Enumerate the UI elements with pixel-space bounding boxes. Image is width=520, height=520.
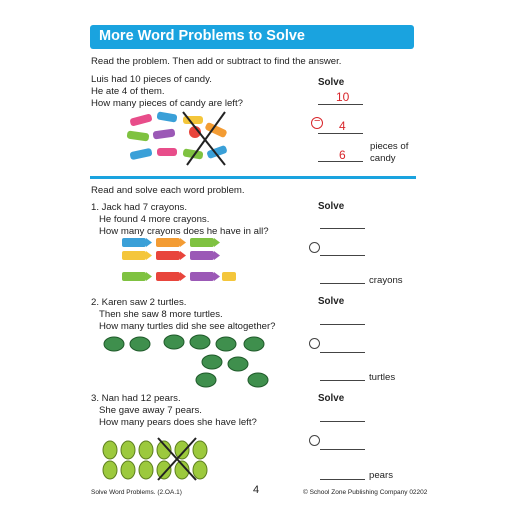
answer-line[interactable]: [320, 380, 365, 381]
crayon-icon: [122, 238, 236, 281]
example-answer: 6: [339, 148, 346, 162]
example-solve-label: Solve: [318, 77, 345, 88]
page-number: 4: [253, 484, 260, 496]
operator-circle: [311, 117, 323, 129]
answer-line[interactable]: [320, 255, 365, 256]
problem-2-line-2: Then she saw 8 more turtles.: [99, 309, 223, 320]
answer-line[interactable]: [320, 283, 365, 284]
footer-standard: Solve Word Problems. (2.OA.1): [91, 489, 182, 496]
example-unit-line-1: pieces of: [370, 141, 409, 152]
problem-2-solve-label: Solve: [318, 296, 345, 307]
operator-circle[interactable]: [309, 338, 320, 349]
answer-line[interactable]: [320, 352, 365, 353]
problem-3-line-3: How many pears does she have left?: [99, 417, 257, 428]
answer-line: [318, 161, 363, 162]
problem-2-unit: turtles: [369, 372, 396, 383]
section2-instructions: Read and solve each word problem.: [91, 185, 245, 196]
problem-1-line-2: He found 4 more crayons.: [99, 214, 210, 225]
example-line-1: Luis had 10 pieces of candy.: [91, 74, 212, 85]
pear-icon: [103, 441, 207, 479]
example-second-number: 4: [339, 119, 346, 133]
answer-line[interactable]: [320, 421, 365, 422]
problem-1-solve-label: Solve: [318, 201, 345, 212]
problem-2: [91, 297, 276, 333]
operator-circle[interactable]: [309, 435, 320, 446]
page-title: More Word Problems to Solve: [99, 28, 305, 44]
example-line-3: How many pieces of candy are left?: [91, 98, 243, 109]
example-unit-line-2: candy: [370, 153, 396, 164]
operator-sign: −: [314, 115, 321, 127]
example-line-2: He ate 4 of them.: [91, 86, 165, 97]
answer-line[interactable]: [320, 324, 365, 325]
section-divider: [90, 176, 416, 179]
answer-line: [318, 133, 363, 134]
problem-3: [91, 393, 257, 429]
problem-3-line-1: 3. Nan had 12 pears.: [91, 393, 181, 404]
example-unit: [370, 141, 408, 165]
pear-illustration: [100, 436, 215, 481]
example-problem: [91, 74, 243, 110]
footer-copyright: © School Zone Publishing Company 02202: [303, 489, 428, 496]
answer-line[interactable]: [320, 479, 365, 480]
answer-line: [318, 104, 363, 105]
answer-line[interactable]: [320, 449, 365, 450]
problem-1-line-3: How many crayons does he have in all?: [99, 226, 269, 237]
problem-1: [91, 202, 269, 238]
instructions: Read the problem. Then add or subtract to find the answer.: [91, 56, 342, 67]
problem-2-line-1: 2. Karen saw 2 turtles.: [91, 297, 187, 308]
answer-line[interactable]: [320, 228, 365, 229]
example-first-number: 10: [336, 90, 350, 104]
crayon-illustration: [120, 236, 240, 286]
problem-3-unit: pears: [369, 470, 393, 481]
candy-illustration: [125, 110, 240, 170]
turtle-illustration: [100, 332, 280, 392]
operator-circle[interactable]: [309, 242, 320, 253]
problem-1-unit: crayons: [369, 275, 403, 286]
problem-3-line-2: She gave away 7 pears.: [99, 405, 202, 416]
problem-2-line-3: How many turtles did she see altogether?: [99, 321, 276, 332]
turtle-icon: [104, 335, 268, 387]
problem-1-line-1: 1. Jack had 7 crayons.: [91, 202, 187, 213]
page-title-banner: [90, 25, 414, 49]
problem-3-solve-label: Solve: [318, 393, 345, 404]
candy-icon: [127, 111, 228, 160]
